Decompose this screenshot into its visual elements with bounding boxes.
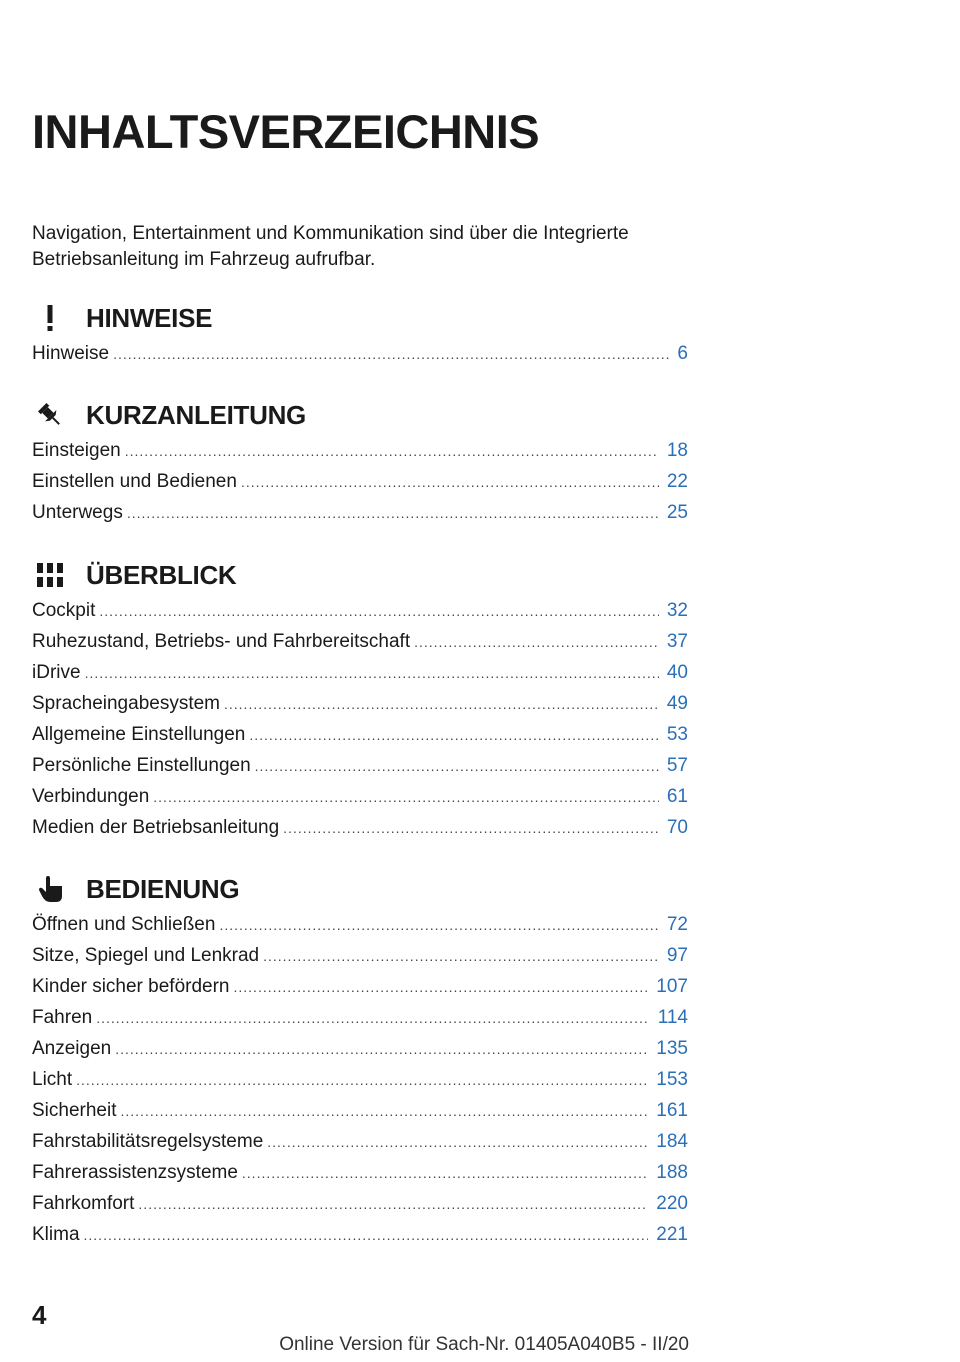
toc-entry[interactable] <box>32 1033 688 1064</box>
dot-leader <box>115 1034 648 1065</box>
toc-entry-page[interactable]: 57 <box>666 755 688 776</box>
toc-entry-label: Öffnen und Schließen <box>32 914 216 935</box>
toc-entry-page[interactable]: 53 <box>666 724 688 745</box>
toc-entry-page[interactable]: 37 <box>666 631 688 652</box>
section-header <box>32 869 688 909</box>
toc-entry-label: Fahrerassistenzsysteme <box>32 1162 238 1183</box>
dot-leader <box>267 1127 648 1158</box>
toc-entry-label: Einstellen und Bedienen <box>32 471 237 492</box>
toc-entry-page[interactable]: 49 <box>666 693 688 714</box>
toc-entry-label: Medien der Betriebsanleitung <box>32 817 280 838</box>
toc-entry-page[interactable]: 25 <box>666 502 688 523</box>
toc-entry[interactable] <box>32 338 688 369</box>
toc-entry-label: Fahren <box>32 1007 93 1028</box>
dot-leader <box>219 910 658 941</box>
toc-entry[interactable] <box>32 909 688 940</box>
toc-entry-label: Verbindungen <box>32 786 150 807</box>
toc-entry[interactable] <box>32 466 688 497</box>
toc-entry-label: Cockpit <box>32 600 96 621</box>
toc-entry-page[interactable]: 161 <box>656 1100 688 1121</box>
toc-entry-page[interactable]: 97 <box>666 945 688 966</box>
dot-leader <box>85 658 659 689</box>
toc-entry[interactable] <box>32 497 688 528</box>
toc-entry-label: Fahrstabilitätsregelsysteme <box>32 1131 264 1152</box>
page-title: INHALTSVERZEICHNIS <box>32 105 540 158</box>
dot-leader <box>249 720 658 751</box>
dot-leader <box>113 339 669 370</box>
toc-entry[interactable] <box>32 1002 688 1033</box>
toc-entry[interactable] <box>32 1126 688 1157</box>
section-title: ÜBERBLICK <box>86 559 237 590</box>
pin-icon <box>32 400 68 430</box>
section-header <box>32 395 688 435</box>
section-title: HINWEISE <box>86 302 213 333</box>
section-kurzanleitung <box>32 395 688 528</box>
dot-leader <box>153 782 659 813</box>
section-ueberblick <box>32 555 688 843</box>
grid-icon <box>32 560 68 590</box>
toc-entry-page[interactable]: 107 <box>656 976 688 997</box>
dot-leader <box>125 436 659 467</box>
toc-entry-page[interactable]: 6 <box>677 343 688 364</box>
toc-entry-label: Anzeigen <box>32 1038 112 1059</box>
dot-leader <box>283 813 659 844</box>
toc-entry[interactable] <box>32 812 688 843</box>
toc-entry-label: Licht <box>32 1069 73 1090</box>
toc-entry-label: Ruhezustand, Betriebs- und Fahrbereitschaft <box>32 631 411 652</box>
toc-entry-label: Allgemeine Einstellungen <box>32 724 246 745</box>
dot-leader <box>263 941 659 972</box>
dot-leader <box>84 1220 649 1251</box>
toc-entry[interactable] <box>32 626 688 657</box>
section-header <box>32 298 688 338</box>
page-number: 4 <box>32 1300 47 1330</box>
section-header <box>32 555 688 595</box>
toc-entry[interactable] <box>32 1095 688 1126</box>
toc-entry[interactable] <box>32 1219 688 1250</box>
dot-leader <box>127 498 659 529</box>
toc-entry-page[interactable]: 18 <box>666 440 688 461</box>
dot-leader <box>255 751 659 782</box>
toc-entry-label: Klima <box>32 1224 80 1245</box>
footer-version-note: Online Version für Sach-Nr. 01405A040B5 - II/20 <box>279 1334 689 1355</box>
toc-entry-page[interactable]: 32 <box>666 600 688 621</box>
toc-entry[interactable] <box>32 435 688 466</box>
dot-leader <box>414 627 659 658</box>
toc-entry[interactable] <box>32 688 688 719</box>
toc-entry[interactable] <box>32 750 688 781</box>
toc-entry[interactable] <box>32 657 688 688</box>
toc-entry-label: Sicherheit <box>32 1100 117 1121</box>
toc-entry-label: iDrive <box>32 662 81 683</box>
exclamation-icon <box>32 303 68 333</box>
dot-leader <box>76 1065 648 1096</box>
dot-leader <box>96 1003 650 1034</box>
dot-leader <box>138 1189 648 1220</box>
toc-entry-page[interactable]: 188 <box>656 1162 688 1183</box>
section-title: BEDIENUNG <box>86 873 240 904</box>
toc-entry[interactable] <box>32 1188 688 1219</box>
toc-entry-page[interactable]: 70 <box>666 817 688 838</box>
toc-entry-label: Unterwegs <box>32 502 123 523</box>
toc-entry-page[interactable]: 221 <box>656 1224 688 1245</box>
toc-entry-page[interactable]: 72 <box>666 914 688 935</box>
dot-leader <box>234 972 649 1003</box>
toc-entry[interactable] <box>32 781 688 812</box>
toc-entry-label: Sitze, Spiegel und Lenkrad <box>32 945 260 966</box>
toc-entry[interactable] <box>32 1064 688 1095</box>
toc-entry-page[interactable]: 61 <box>666 786 688 807</box>
toc-entry-label: Persönliche Einstellungen <box>32 755 251 776</box>
toc-entry[interactable] <box>32 940 688 971</box>
dot-leader <box>242 1158 648 1189</box>
toc-entry-page[interactable]: 135 <box>656 1038 688 1059</box>
section-title: KURZANLEITUNG <box>86 399 306 430</box>
toc-entry-label: Fahrkomfort <box>32 1193 135 1214</box>
toc-entry[interactable] <box>32 1157 688 1188</box>
section-hinweise <box>32 298 688 369</box>
toc-entry-page[interactable]: 153 <box>656 1069 688 1090</box>
dot-leader <box>121 1096 649 1127</box>
toc-entry-page[interactable]: 184 <box>656 1131 688 1152</box>
toc-entry-label: Einsteigen <box>32 440 121 461</box>
section-bedienung <box>32 869 688 1250</box>
toc-entry-label: Spracheingabesystem <box>32 693 220 714</box>
toc-entry-page[interactable]: 40 <box>666 662 688 683</box>
toc-entry-page[interactable]: 114 <box>657 1007 688 1028</box>
toc-entry-label: Hinweise <box>32 343 110 364</box>
toc-entry-page[interactable]: 220 <box>656 1193 688 1214</box>
toc-entry-page[interactable]: 22 <box>666 471 688 492</box>
intro-text: Navigation, Entertainment und Kommunikation sind über die Integrierte Betriebsanleitung im Fahrzeug aufrufbar. <box>32 223 629 270</box>
dot-leader <box>241 467 659 498</box>
toc-entry[interactable] <box>32 719 688 750</box>
dot-leader <box>224 689 659 720</box>
toc-entry-label: Kinder sicher befördern <box>32 976 230 997</box>
hand-pointer-icon <box>32 874 68 904</box>
toc-entry[interactable] <box>32 595 688 626</box>
dot-leader <box>99 596 659 627</box>
toc-entry[interactable] <box>32 971 688 1002</box>
